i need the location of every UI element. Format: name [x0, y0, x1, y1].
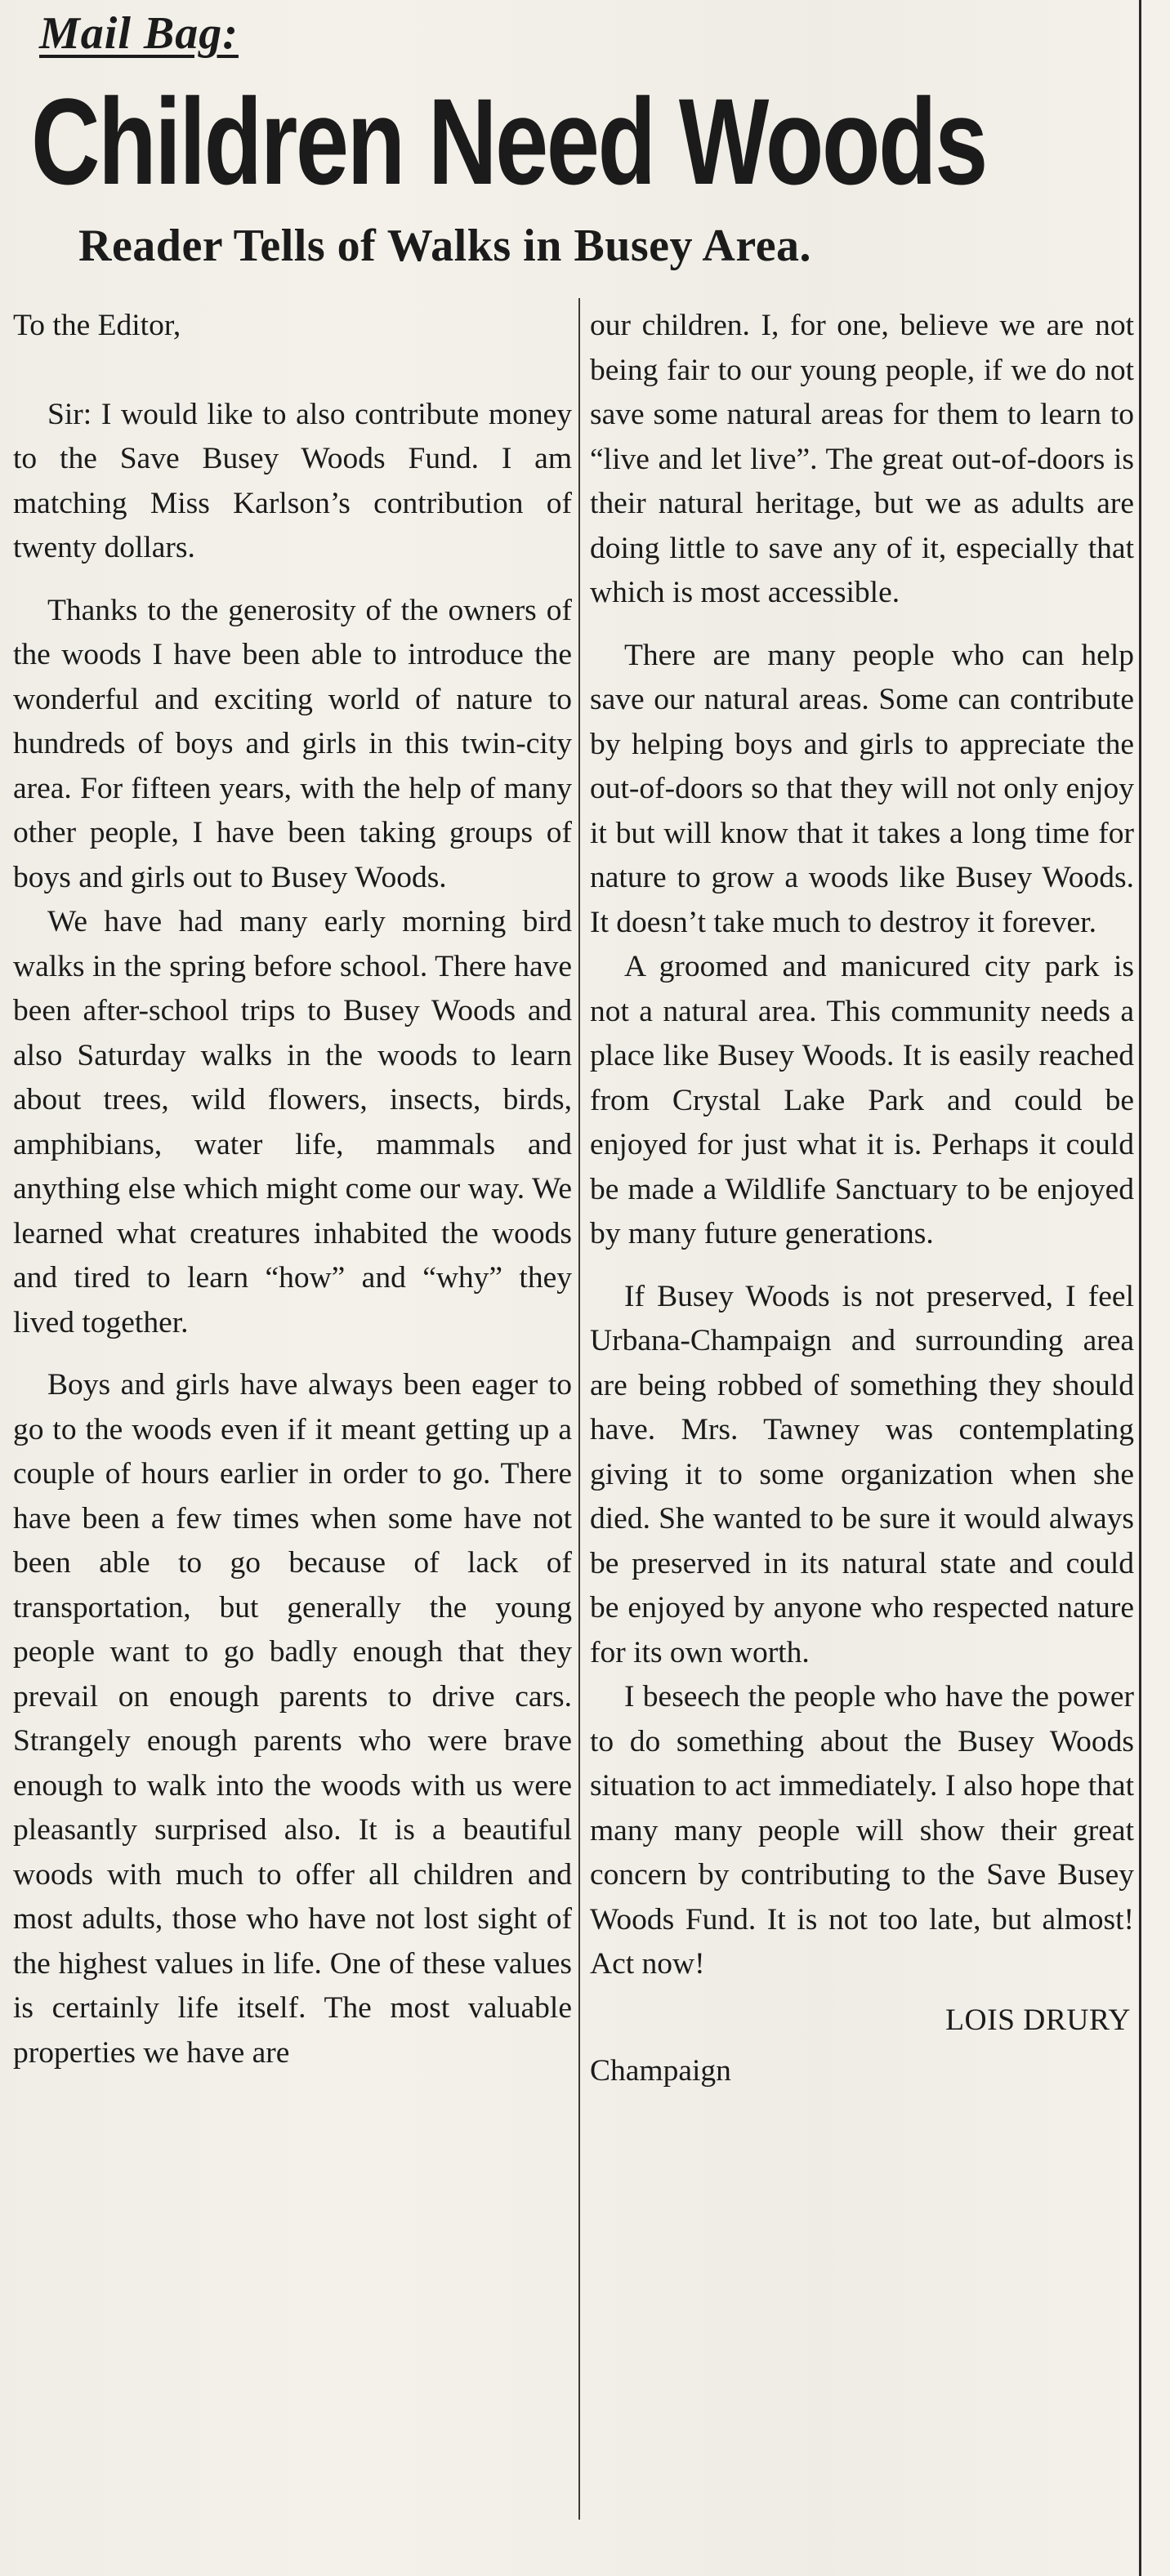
letter-paragraph: Boys and girls have always been eager to go to the woods even if it meant getting up a couple of hours earlier in order to go. There have been a few times when some have not been able to go because of lack of transportation, but generally the young people want to go badly enough that they prevail on enough parents to drive cars. Strangely enough parents who were brave enough to walk into the woods with us were pleasantly surprised also. It is a beautiful woods with much to offer all children and most adults, those who have not lost sight of the highest values in life. One of these values is certainly life itself. The most valuable properties we have are: [13, 1368, 572, 2070]
letter-paragraph: A groomed and manicured city park is not a natural area. This community needs a place like Busey Woods. It is easily reached from Crystal Lake Park and could be enjoyed for just what it is. Perhaps it could be made a Wildlife Sanctuary to be enjoyed by many future generations.: [590, 950, 1134, 1250]
letter-salutation: To the Editor,: [13, 309, 181, 342]
subheadline: Reader Tells of Walks in Busey Area.: [78, 221, 812, 271]
section-kicker: Mail Bag:: [39, 8, 239, 59]
letter-paragraph: I beseech the people who have the power to do something about the Busey Woods situation to act immediately. I also hope that many many people will show their great concern by contributing to the Save Busey Woods Fund. It is not too late, but almost! Act now!: [590, 1680, 1134, 1981]
letter-column-right: [590, 304, 1134, 2094]
column-rule-right: [1139, 0, 1141, 2576]
letter-column-left: [13, 304, 572, 2075]
letter-city: Champaign: [590, 2054, 731, 2088]
letter-paragraph: Thanks to the generosity of the owners of the woods I have been able to introduce the wonderful and exciting world of nature to hundreds of boys and girls in this twin-city area. For fifteen years, with the help of many other people, I have been taking groups of boys and girls out to Busey Woods.: [13, 593, 572, 894]
letter-signature: LOIS DRURY: [945, 2003, 1131, 2037]
letter-paragraph: We have had many early morning bird walks in the spring before school. There have been after-school trips to Busey Woods and also Saturday walks in the woods to learn about trees, wild flowers, insects, birds, amphibians, water life, mammals and anything else which might come our way. We learned what creatures inhabited the woods and tired to learn “how” and “why” they lived together.: [13, 905, 572, 1339]
headline: Children Need Woods: [31, 73, 986, 210]
letter-paragraph: If Busey Woods is not preserved, I feel Urbana-Champaign and surrounding area are being robbed of something they should have. Mrs. Tawney was contemplating giving it to some organization when she died. She wanted to be sure it would always be preserved in its natural state and could be enjoyed by anyone who respected nature for its own worth.: [590, 1279, 1134, 1669]
letter-paragraph: There are many people who can help save our natural areas. Some can contribute by helping boys and girls to appreciate the out-of-doors so that they will not only enjoy it but will know that it takes a long time for nature to grow a woods like Busey Woods. It doesn’t take much to destroy it forever.: [590, 638, 1134, 939]
letter-paragraph: our children. I, for one, believe we are not being fair to our young people, if we do not save some natural areas for them to learn to “live and let live”. The great out-of-doors is their natural heritage, but we as adults are doing little to save any of it, especially that which is most accessible.: [590, 309, 1134, 609]
letter-paragraph: Sir: I would like to also contribute money to the Save Busey Woods Fund. I am matching Miss Karlson’s contribution of twenty dollars.: [13, 397, 572, 564]
column-divider: [578, 298, 580, 2520]
